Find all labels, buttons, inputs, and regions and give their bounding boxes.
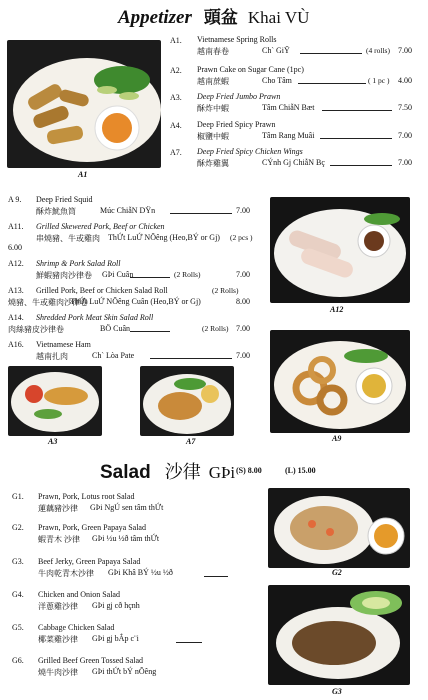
item-name-cjk: 酥炸雞翼 (197, 159, 229, 168)
item-name-cjk: 串燒豬、牛或雞肉 (36, 234, 100, 243)
item-portion: (2 pcs ) (230, 233, 253, 242)
leader-line (150, 358, 232, 359)
item-name-en: Deep Fried Spicy Chicken Wings (197, 147, 303, 156)
item-name-en: Beef Jerky, Green Papaya Salad (38, 557, 141, 566)
item-portion: (2 Rolls) (174, 270, 201, 279)
caption-g2: G2 (332, 568, 342, 577)
caption-g3: G3 (332, 687, 342, 696)
item-name-vn: BÖ Cuân (100, 324, 130, 333)
item-name-en: Vietnamese Ham (36, 340, 91, 349)
jumbo-prawn-illustration (8, 366, 102, 436)
photo-salad-rolls (270, 197, 410, 303)
item-price: 7.00 (236, 324, 250, 333)
item-code: G2. (12, 523, 24, 532)
item-name-vn: GÞi ½u ½ð tâm thỨt (92, 534, 160, 543)
item-price: 7.00 (398, 158, 412, 167)
item-code: A1. (170, 36, 182, 45)
item-price: 7.00 (398, 131, 412, 140)
caption-a1: A1 (78, 170, 88, 179)
salad-rolls-illustration (270, 197, 410, 303)
item-price: 7.00 (236, 351, 250, 360)
leader-line (330, 165, 392, 166)
item-name-vn: Ch` GiỸ (262, 46, 290, 55)
item-name-vn: ThỨt LuỨ NÕêng (Heo,BÝ or Gj) (108, 233, 220, 242)
item-name-cjk: 酥炸魷魚筒 (36, 207, 76, 216)
item-name-cjk: 鮮蝦豬肉沙律卷 (36, 271, 92, 280)
item-name-en: Prawn, Pork, Lotus root Salad (38, 492, 135, 501)
leader-line (320, 138, 392, 139)
leader-line (170, 213, 232, 214)
item-name-vn: Cho Tâm (262, 76, 292, 85)
photo-chicken-wings (140, 366, 234, 436)
item-code: A7. (170, 148, 182, 157)
item-name-en: Shredded Pork Meat Skin Salad Roll (36, 313, 154, 322)
item-code: G1. (12, 492, 24, 501)
item-code: A4. (170, 121, 182, 130)
item-portion: (4 rolls) (366, 46, 390, 55)
item-code: A14. (8, 313, 24, 322)
item-name-en: Grilled Pork, Beef or Chicken Salad Roll (36, 286, 168, 295)
photo-spring-rolls (7, 40, 161, 168)
item-name-cjk: 越南蔗蝦 (197, 77, 229, 86)
beef-salad-illustration (268, 585, 410, 685)
photo-beef-salad (268, 585, 410, 685)
salad-price-small: (S) 8.00 (236, 466, 262, 475)
leader-line (298, 83, 366, 84)
item-name-vn: Múc ChiẫN DŸn (100, 206, 156, 215)
item-code: G6. (12, 656, 24, 665)
item-name-cjk: 越南扎肉 (36, 352, 68, 361)
item-name-cjk: 越南春卷 (197, 47, 229, 56)
item-name-cjk: 蓮藕豬沙律 (38, 504, 78, 513)
item-portion: ( 1 pc ) (368, 76, 390, 85)
item-price: 7.00 (398, 46, 412, 55)
item-code: A2. (170, 66, 182, 75)
appetizer-heading (118, 3, 309, 29)
chicken-wings-illustration (140, 366, 234, 436)
leader-line (130, 331, 170, 332)
salad-title-vn: GÞi (208, 463, 236, 482)
item-price: 8.00 (236, 297, 250, 306)
item-name-en: Prawn, Pork, Green Papaya Salad (38, 523, 146, 532)
leader-line (322, 110, 392, 111)
item-price: 6.00 (8, 243, 22, 252)
salad-title-cjk: 沙律 (164, 462, 201, 482)
item-code: A13. (8, 286, 24, 295)
caption-a7: A7 (186, 437, 196, 446)
papaya-salad-illustration (268, 488, 410, 568)
item-price: 7.00 (236, 206, 250, 215)
item-name-cjk: 肉絲豬皮沙律卷 (8, 325, 64, 334)
salad-heading (100, 458, 235, 484)
item-name-en: Grilled Beef Green Tossed Salad (38, 656, 144, 665)
item-name-cjk: 蝦青木 沙律 (38, 535, 80, 544)
leader-line (204, 576, 228, 577)
item-price: 4.00 (398, 76, 412, 85)
item-name-cjk: 洋蔥雞沙律 (38, 602, 78, 611)
item-name-cjk: 椰菜雞沙律 (38, 635, 78, 644)
item-name-cjk: 椒鹽中蝦 (197, 132, 229, 141)
item-name-en: Deep Fried Jumbo Prawn (197, 92, 281, 101)
item-code: A12. (8, 259, 24, 268)
item-name-vn: ThỨt LuỨ NÕêng Cuân (Heo,BÝ or Gj) (70, 297, 201, 306)
leader-line (176, 642, 202, 643)
caption-a12: A12 (330, 305, 344, 314)
item-price: 7.50 (398, 103, 412, 112)
photo-fried-squid (270, 330, 410, 433)
item-code: A 9. (8, 195, 22, 204)
item-name-vn: GÞi gj bẮp c¨i (92, 634, 139, 643)
item-name-vn: Tâm Rang Muâi (262, 131, 315, 140)
appetizer-title-vn: Khai VÙ (247, 8, 310, 27)
item-price: 7.00 (236, 270, 250, 279)
item-name-en: Deep Fried Spicy Prawn (197, 120, 276, 129)
appetizer-title-en: Appetizer (118, 7, 192, 28)
item-code: G4. (12, 590, 24, 599)
item-name-vn: Tâm ChiẫN Bæt (262, 103, 315, 112)
item-name-en: Chicken and Onion Salad (38, 590, 120, 599)
item-name-vn: GÞi Khâ BÝ ½u ½ð (108, 568, 173, 577)
photo-jumbo-prawn (8, 366, 102, 436)
salad-title-en: Salad (100, 462, 151, 483)
item-code: A16. (8, 340, 24, 349)
item-name-en: Shrimp & Pork Salad Roll (36, 259, 121, 268)
item-portion: (2 Rolls) (202, 324, 229, 333)
item-name-en: Deep Fried Squid (36, 195, 93, 204)
item-code: G3. (12, 557, 24, 566)
item-name-vn: GÞi thỨt bÝ nÕêng (92, 667, 157, 676)
item-portion: (2 Rolls) (212, 286, 239, 295)
item-name-vn: GÞi gj cð hçnh (92, 601, 140, 610)
item-code: A3. (170, 93, 182, 102)
caption-a9: A9 (332, 434, 342, 443)
fried-squid-illustration (270, 330, 410, 433)
item-name-cjk: 牛肉乾青木沙律 (38, 569, 94, 578)
item-name-vn: GÞi NgÚ sen tâm thỨt (90, 503, 164, 512)
spring-rolls-illustration (7, 40, 161, 168)
item-code: G5. (12, 623, 24, 632)
caption-a3: A3 (48, 437, 58, 446)
item-name-cjk: 酥炸中蝦 (197, 104, 229, 113)
item-name-en: Prawn Cake on Sugar Cane (1pc) (197, 65, 304, 74)
item-code: A11. (8, 222, 24, 231)
item-name-en: Grilled Skewered Pork, Beef or Chicken (36, 222, 165, 231)
leader-line (300, 53, 362, 54)
item-name-cjk: 燒牛肉沙律 (38, 668, 78, 677)
photo-papaya-salad (268, 488, 410, 568)
item-name-en: Cabbage Chicken Salad (38, 623, 115, 632)
item-name-en: Vietnamese Spring Rolls (197, 35, 277, 44)
item-name-vn: CÝnh Gj ChiẫN Bç (262, 158, 325, 167)
leader-line (130, 277, 170, 278)
appetizer-title-cjk: 頭盆 (203, 8, 238, 27)
item-name-vn: Ch` Lòa Pate (92, 351, 135, 360)
item-name-vn: GÞi Cuân (102, 270, 134, 279)
item-name-cjk: 燒豬、牛或雞肉沙律卷 (8, 298, 88, 307)
salad-price-large: (L) 15.00 (285, 466, 316, 475)
